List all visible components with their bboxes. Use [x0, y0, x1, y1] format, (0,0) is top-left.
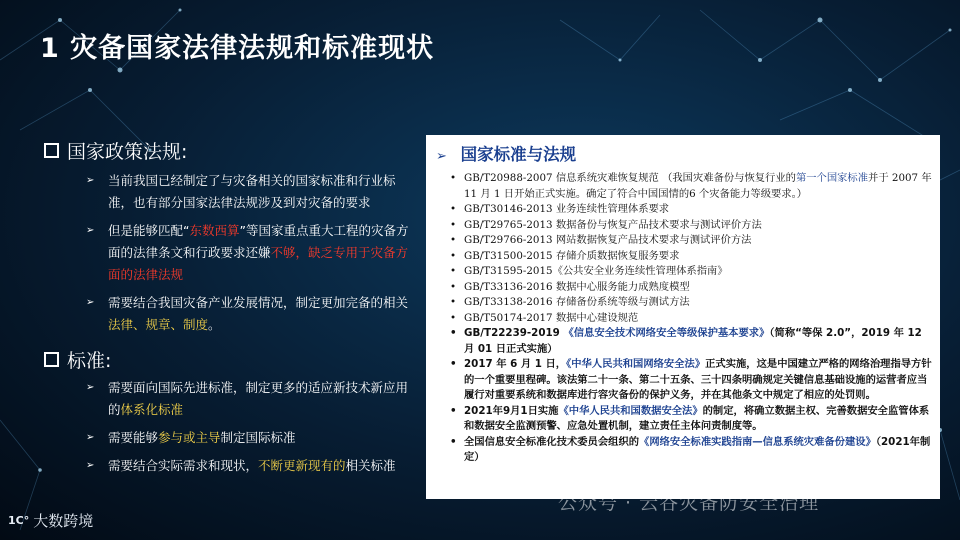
logo-mark: 1C° [8, 514, 30, 527]
arrow-bullet-icon: ➢ [86, 382, 95, 393]
text-segment: 体系化标准 [120, 402, 184, 417]
panel-item [448, 249, 934, 265]
text-segment: GB/T30146-2013 业务连续性管理体系要求 [464, 203, 670, 215]
panel-item [448, 326, 934, 357]
panel-heading [436, 141, 576, 165]
logo-text: 大数跨境 [33, 512, 94, 530]
text-segment: GB/T33136-2016 数据中心服务能力成熟度模型 [464, 280, 690, 293]
dot-bullet-icon: • [450, 296, 457, 308]
text-segment: 相关标准 [345, 458, 396, 473]
text-segment: 不断更新现有的 [258, 458, 346, 473]
panel-item [448, 311, 934, 327]
dot-bullet-icon: • [450, 280, 457, 293]
text-segment: GB/T50174-2017 数据中心建设规范 [464, 311, 639, 324]
arrow-bullet-icon: ➢ [86, 297, 95, 308]
panel-heading-text: 国家标准与法规 [460, 145, 577, 164]
text-segment: （简称“等保 2.0”，2019 年 12 月 01 日正式实施） [464, 327, 922, 355]
standards-item [80, 377, 410, 421]
text-segment: 《网络安全标准实践指南—信息系统灾难备份建设》 [639, 435, 876, 448]
watermark: 公众号 · 云谷灾备防安全治理 [558, 492, 820, 514]
text-segment: 需要结合实际需求和现状， [108, 458, 259, 473]
square-bullet-icon [44, 143, 59, 158]
panel-item [448, 435, 934, 466]
standards-list [80, 377, 410, 483]
text-segment: GB/T29765-2013 数据备份与恢复产品技术要求与测试评价方法 [464, 218, 762, 231]
dot-bullet-icon: • [450, 358, 457, 370]
arrow-bullet-icon: ➢ [436, 149, 447, 164]
text-segment: 但是能够匹配“ [108, 223, 190, 238]
text-segment: （2021年制定） [464, 435, 931, 463]
arrow-bullet-icon: ➢ [86, 225, 95, 236]
section-standards-label: 标准: [67, 350, 112, 372]
panel-item [448, 202, 934, 218]
panel-item [448, 357, 934, 404]
text-segment: 的制定，将确立数据主权、完善数据安全监管体系和数据安全监测预警、应急处置机制，建立责任主体问责制度等。 [464, 404, 930, 432]
dot-bullet-icon: • [450, 203, 457, 215]
text-segment: GB/T29766-2013 网站数据恢复产品技术要求与测试评价方法 [464, 234, 752, 246]
section-policy-heading [44, 137, 187, 164]
standards-item [80, 427, 410, 449]
text-segment: 2021年9月1日实施 [464, 404, 559, 417]
policy-list [80, 170, 410, 342]
panel-item [448, 264, 934, 280]
panel-item [448, 404, 934, 435]
dot-bullet-icon: • [450, 404, 457, 417]
text-segment: GB/T20988-2007 信息系统灾难恢复规范 （我国灾难备份与恢复行业的 [464, 172, 796, 184]
section-standards-heading [44, 346, 111, 373]
text-segment: ”等国家重点重大工程的灾备方面的法律条文和行政要求还嫌 [108, 223, 409, 260]
text-segment: GB/T33138-2016 存储备份系统等级与测试方法 [464, 296, 690, 308]
panel-item [448, 295, 934, 311]
dot-bullet-icon: • [450, 234, 457, 246]
standards-item [80, 455, 410, 477]
text-segment: 。 [208, 317, 221, 332]
text-segment: 东数西算 [189, 223, 240, 238]
policy-item [80, 220, 410, 286]
text-segment: GB/T31595-2015《公共安全业务连续性管理体系指南》 [464, 265, 728, 277]
arrow-bullet-icon: ➢ [86, 460, 95, 471]
policy-item [80, 170, 410, 214]
dot-bullet-icon: • [450, 435, 457, 448]
brand-logo [8, 510, 93, 531]
text-segment: 不够，缺乏专用于灾备方面的法律法规 [108, 245, 409, 282]
text-segment: 制定国际标准 [220, 430, 296, 445]
text-segment: 2017 年 6 月 1 日， [464, 358, 567, 370]
page-title: 1 灾备国家法律法规和标准现状 [40, 33, 435, 64]
dot-bullet-icon: • [450, 265, 457, 277]
panel-item [448, 171, 934, 202]
text-segment: 第一个国家标准 [795, 172, 869, 184]
dot-bullet-icon: • [450, 249, 457, 262]
text-segment: 当前我国已经制定了与灾备相关的国家标准和行业标准，也有部分国家法律法规涉及到对灾备的要求 [108, 173, 396, 210]
panel-list [448, 171, 934, 466]
panel-item [448, 233, 934, 249]
text-segment: 《中华人民共和国网络安全法》 [566, 358, 706, 370]
square-bullet-icon [44, 352, 59, 367]
text-segment: GB/T22239-2019 [464, 327, 564, 339]
panel-item [448, 218, 934, 234]
text-segment: 并于 2007 年 11 月 1 日开始正式实施。确定了符合中国国情的6 个灾备能力等级要求。） [464, 172, 932, 200]
text-segment: 需要能够 [108, 430, 159, 445]
dot-bullet-icon: • [450, 311, 457, 324]
text-segment: 《中华人民共和国数据安全法》 [558, 404, 703, 417]
text-segment: 参与或主导 [158, 430, 221, 445]
arrow-bullet-icon: ➢ [86, 432, 95, 443]
dot-bullet-icon: • [450, 327, 457, 339]
dot-bullet-icon: • [450, 172, 457, 184]
text-segment: GB/T31500-2015 存储介质数据恢复服务要求 [464, 249, 680, 262]
text-segment: 需要面向国际先进标准，制定更多的适应新技术新应用的 [108, 380, 409, 417]
dot-bullet-icon: • [450, 218, 457, 231]
arrow-bullet-icon: ➢ [86, 175, 95, 186]
standards-panel [426, 135, 940, 499]
text-segment: 正式实施，这是中国建立严格的网络治理指导方针的一个重要里程碑。该法第二十一条、第二十五条、三十四条明确规定关键信息基础设施的运营者应当履行对重要系统和数据库进行容灾备份的保护义务，并在其他条文中规定了相应的处罚则。 [464, 358, 932, 401]
panel-item [448, 280, 934, 296]
text-segment: 《信息安全技术网络安全等级保护基本要求》 [563, 327, 770, 339]
text-segment: 全国信息安全标准化技术委员会组织的 [464, 435, 640, 448]
section-policy-label: 国家政策法规: [67, 141, 188, 163]
policy-item [80, 292, 410, 336]
text-segment: 需要结合我国灾备产业发展情况，制定更加完备的相关 [108, 295, 409, 310]
text-segment: 法律、规章、制度 [108, 317, 209, 332]
